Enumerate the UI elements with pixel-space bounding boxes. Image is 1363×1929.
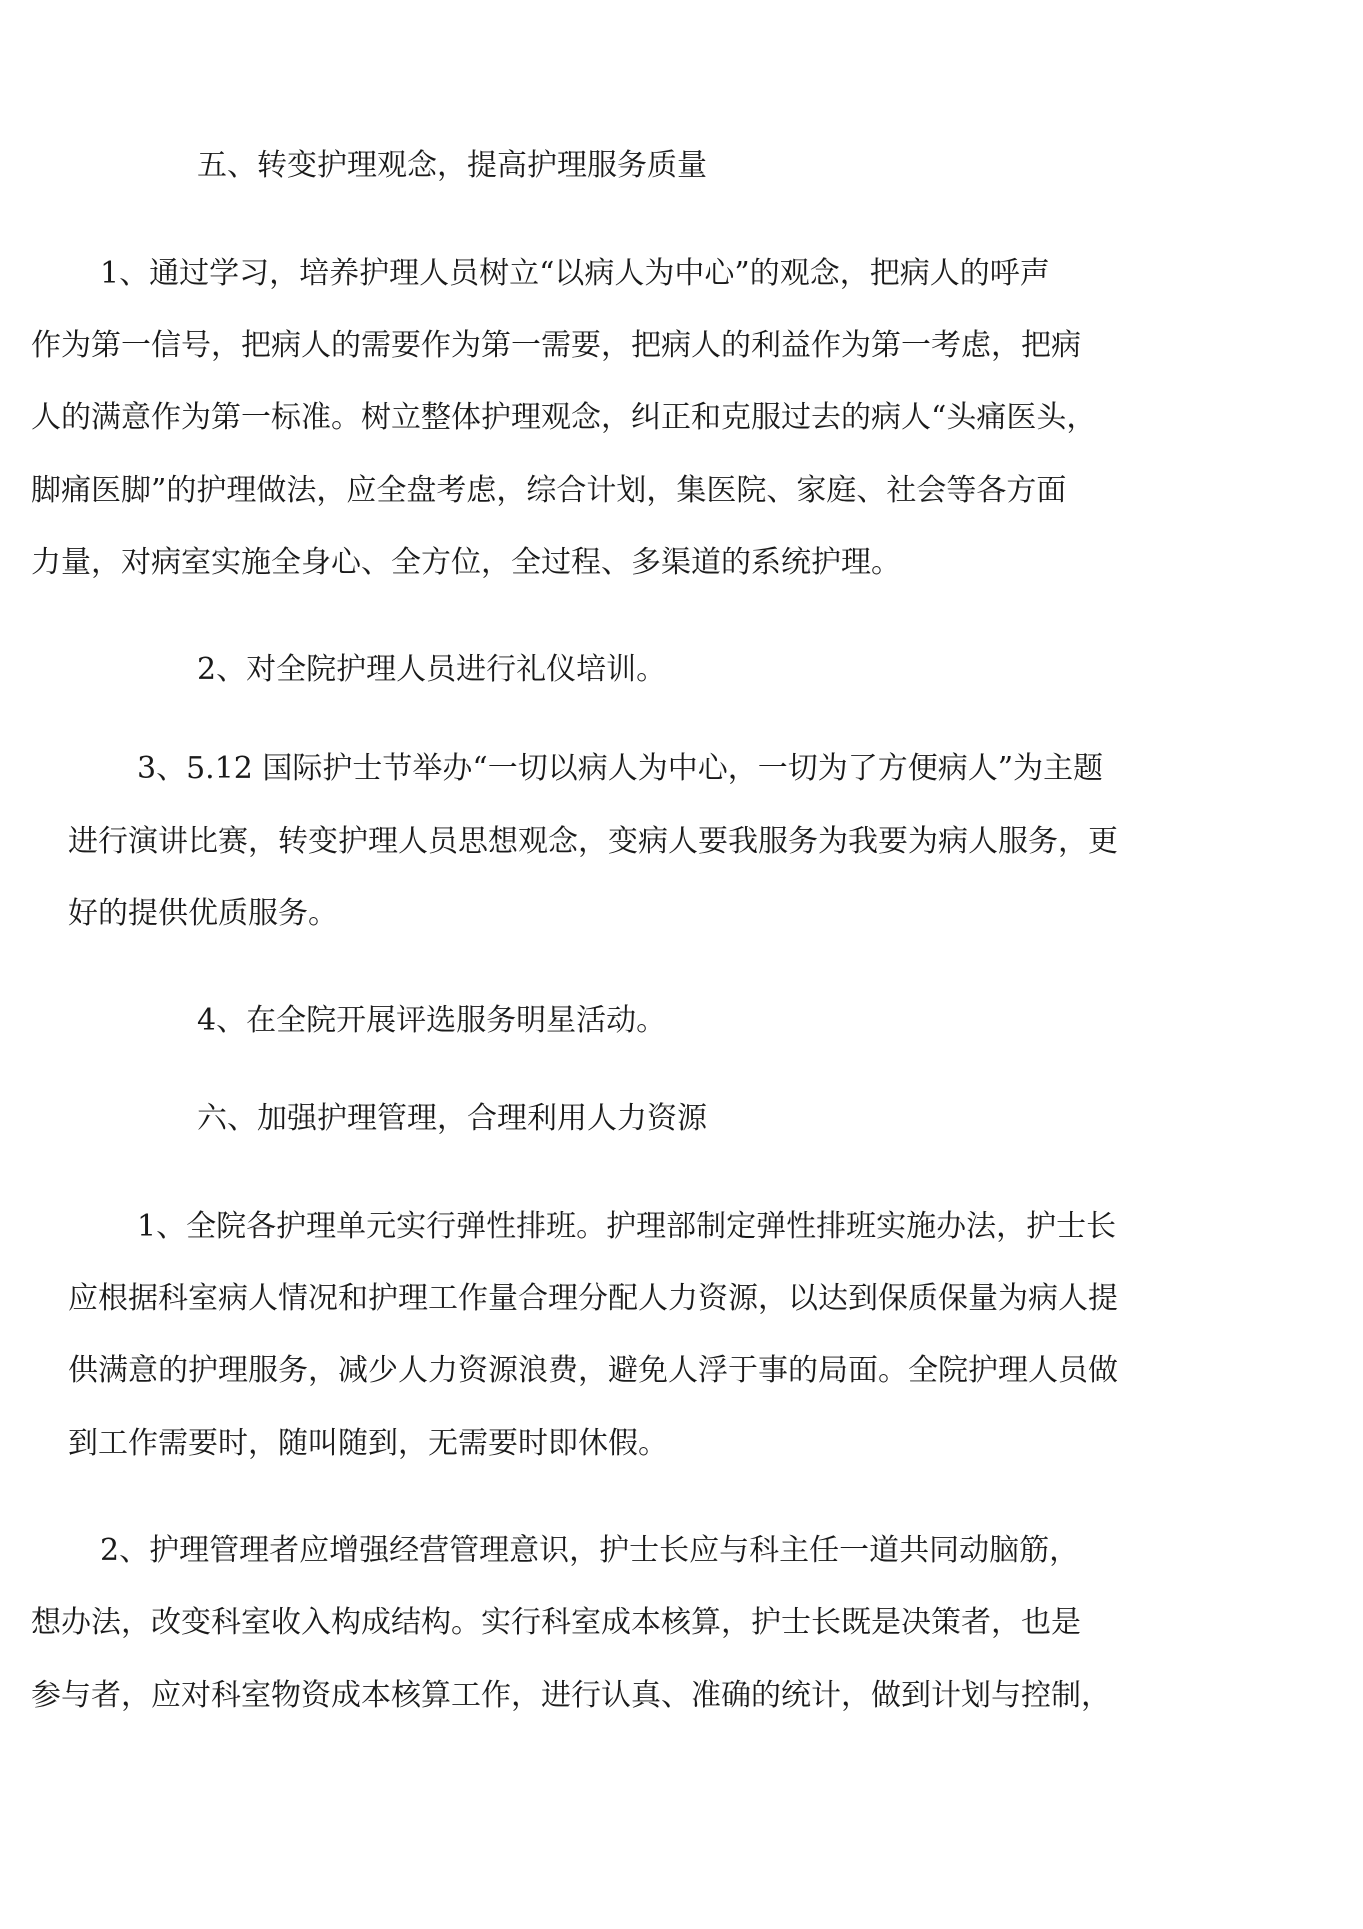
paragraph-line: 人的满意作为第一标准。树立整体护理观念，纠正和克服过去的病人“头痛医头， — [31, 400, 1097, 435]
paragraph-line: 作为第一信号，把病人的需要作为第一需要，把病人的利益作为第一考虑，把病 — [31, 328, 1081, 363]
section-heading: 五、转变护理观念，提高护理服务质量 — [197, 148, 707, 183]
paragraph-line: 力量，对病室实施全身心、全方位，全过程、多渠道的系统护理。 — [31, 545, 901, 580]
paragraph-line: 供满意的护理服务，减少人力资源浪费，避免人浮于事的局面。全院护理人员做 — [68, 1353, 1118, 1388]
paragraph-line: 应根据科室病人情况和护理工作量合理分配人力资源，以达到保质保量为病人提 — [68, 1281, 1118, 1316]
paragraph-line: 4、在全院开展评选服务明星活动。 — [197, 1003, 667, 1038]
paragraph-line: 好的提供优质服务。 — [68, 896, 338, 931]
paragraph-line: 参与者，应对科室物资成本核算工作，进行认真、准确的统计，做到计划与控制， — [31, 1678, 1111, 1713]
paragraph-line: 1、通过学习，培养护理人员树立“以病人为中心”的观念，把病人的呼声 — [100, 256, 1050, 291]
paragraph-line: 1、全院各护理单元实行弹性排班。护理部制定弹性排班实施办法，护士长 — [137, 1209, 1117, 1244]
paragraph-line: 2、护理管理者应增强经营管理意识，护士长应与科主任一道共同动脑筋， — [100, 1533, 1080, 1568]
paragraph-line: 3、5.12 国际护士节举办“一切以病人为中心，一切为了方便病人”为主题 — [137, 751, 1104, 786]
section-heading: 六、加强护理管理，合理利用人力资源 — [197, 1101, 707, 1136]
paragraph-line: 到工作需要时，随叫随到，无需要时即休假。 — [68, 1426, 668, 1461]
paragraph-line: 想办法，改变科室收入构成结构。实行科室成本核算，护士长既是决策者，也是 — [31, 1605, 1081, 1640]
paragraph-line: 2、对全院护理人员进行礼仪培训。 — [197, 652, 667, 687]
paragraph-line: 脚痛医脚”的护理做法，应全盘考虑，综合计划，集医院、家庭、社会等各方面 — [31, 473, 1067, 508]
paragraph-line: 进行演讲比赛，转变护理人员思想观念，变病人要我服务为我要为病人服务，更 — [68, 824, 1118, 859]
